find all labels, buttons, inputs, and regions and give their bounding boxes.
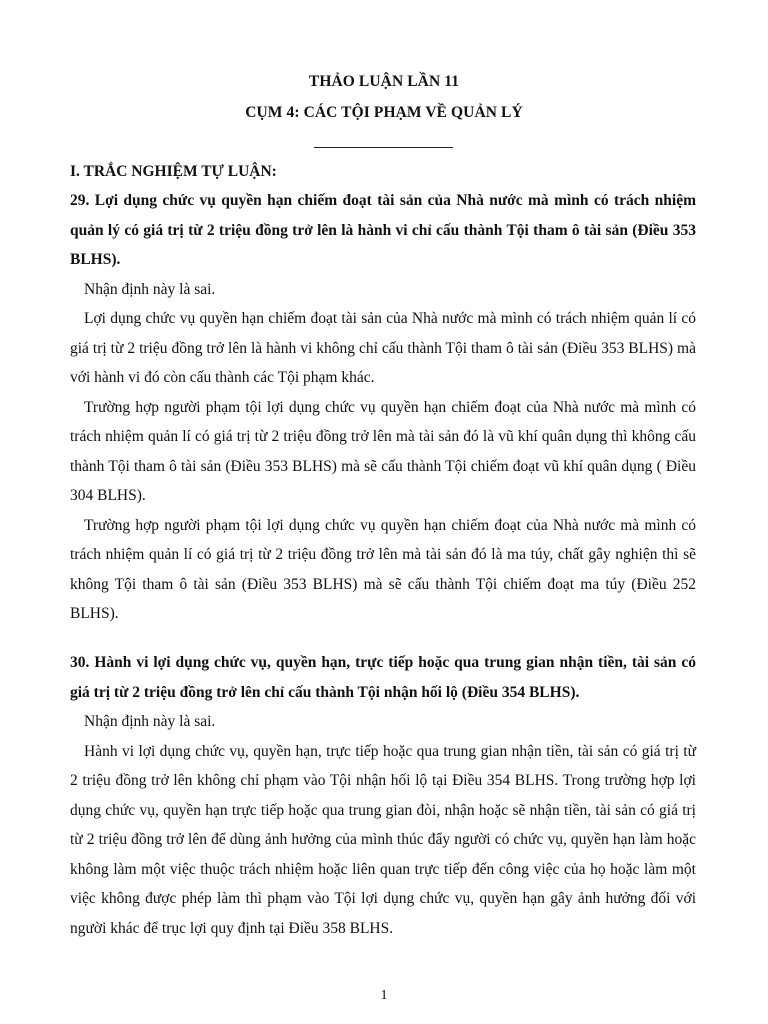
- title-underline: [314, 147, 453, 148]
- question-30-verdict: Nhận định này là sai.: [84, 713, 216, 730]
- page-number: 1: [380, 988, 388, 1003]
- question-30-block: [70, 648, 696, 943]
- question-30-paragraph: Hành vi lợi dụng chức vụ, quyền hạn, trực tiếp hoặc qua trung gian nhận tiền, tài sản có giá trị từ 2 triệu đồng trở lên không chỉ phạm vào Tội nhận hối lộ tại Điều 354 BLHS. Trong trường hợp lợi dụng chức vụ, quyền hạn trực tiếp hoặc qua trung gian đòi, nhận hoặc sẽ nhận tiền, tài sản có giá trị từ 2 triệu đồng trở lên để dùng ảnh hưởng của mình thúc đẩy người có chức vụ, quyền hạn làm hoặc không làm một việc thuộc trách nhiệm hoặc liên quan trực tiếp đến công việc của họ hoặc làm một việc không được phép làm thì phạm vào Tội lợi dụng chức vụ, quyền hạn gây ảnh hưởng đối với người khác để trục lợi quy định tại Điều 358 BLHS.: [70, 742, 696, 937]
- question-29-block: [70, 186, 696, 629]
- question-29-paragraph: Trường hợp người phạm tội lợi dụng chức vụ quyền hạn chiếm đoạt của Nhà nước mà mình có trách nhiệm quản lí có giá trị từ 2 triệu đồng trở lên mà tài sản đó là ma túy, chất gây nghiện thì sẽ không Tội tham ô tài sản (Điều 353 BLHS) mà sẽ cấu thành Tội chiếm đoạt ma túy (Điều 252 BLHS).: [70, 516, 696, 622]
- section-heading: I. TRẮC NGHIỆM TỰ LUẬN:: [70, 163, 277, 180]
- question-29-paragraph: Lợi dụng chức vụ quyền hạn chiếm đoạt tài sản của Nhà nước mà mình có trách nhiệm quản lí có giá trị từ 2 triệu đồng trở lên là hành vi không chỉ cấu thành Tội tham ô tài sản (Điều 353 BLHS) mà với hành vi đó còn cấu thành các Tội phạm khác.: [70, 310, 696, 386]
- question-29-verdict: Nhận định này là sai.: [84, 280, 216, 298]
- document-title: THẢO LUẬN LẦN 11: [308, 73, 460, 90]
- question-29-paragraph: Trường hợp người phạm tội lợi dụng chức vụ quyền hạn chiếm đoạt của Nhà nước mà mình có trách nhiệm quản lí có giá trị từ 2 triệu đồng trở lên mà tài sản đó là vũ khí quân dụng thì không cấu thành Tội tham ô tài sản (Điều 353 BLHS) mà sẽ cấu thành Tội chiếm đoạt vũ khí quân dụng ( Điều 304 BLHS).: [70, 398, 696, 504]
- document-subtitle: CỤM 4: CÁC TỘI PHẠM VỀ QUẢN LÝ: [245, 104, 523, 121]
- question-30-statement: 30. Hành vi lợi dụng chức vụ, quyền hạn, trực tiếp hoặc qua trung gian nhận tiền, tài sản có giá trị từ 2 triệu đồng trở lên chỉ cấu thành Tội nhận hối lộ (Điều 354 BLHS).: [70, 654, 696, 701]
- question-29-statement: 29. Lợi dụng chức vụ quyền hạn chiếm đoạt tài sản của Nhà nước mà mình có trách nhiệm quản lý có giá trị từ 2 triệu đồng trở lên là hành vi chỉ cấu thành Tội tham ô tài sản (Điều 353 BLHS).: [70, 192, 696, 268]
